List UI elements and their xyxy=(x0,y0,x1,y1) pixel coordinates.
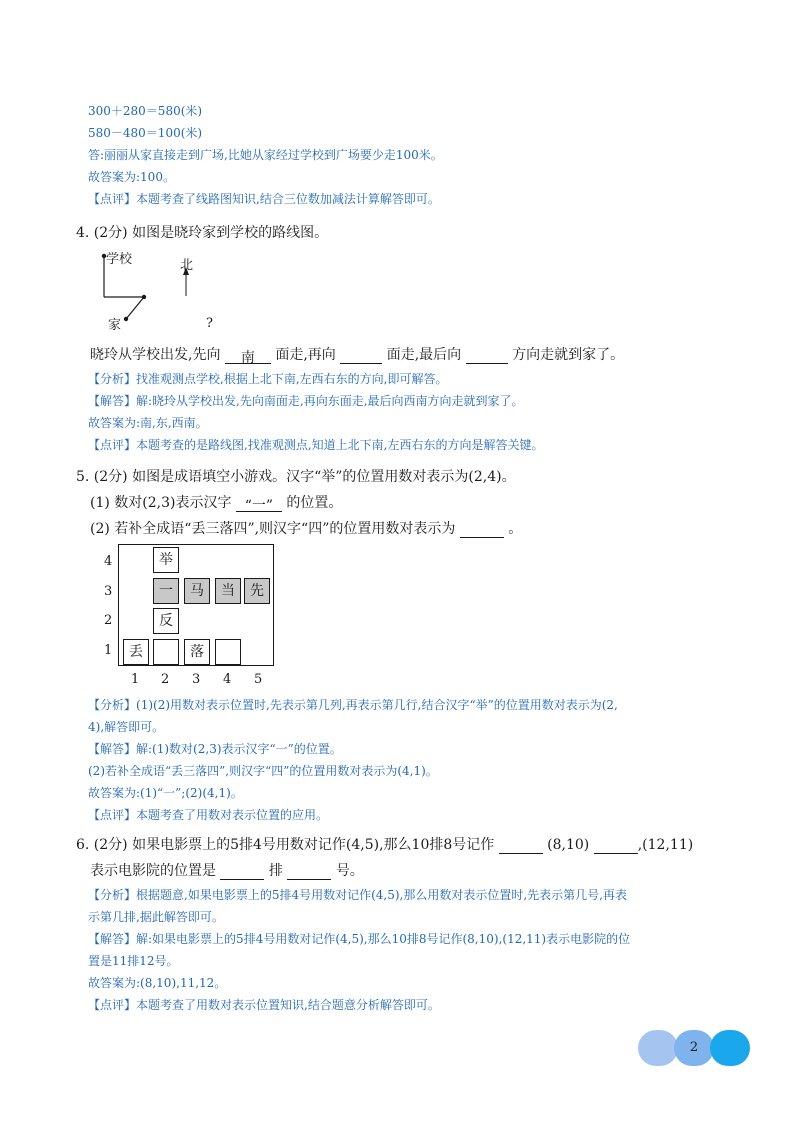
row-label-1: 1 xyxy=(104,643,113,658)
north-label: 北 xyxy=(180,258,194,273)
q5-analysis: 【分析】(1)(2)用数对表示位置时,先表示第几列,再表示第几行,结合汉字“举”的位置用数对表示为(2, xyxy=(88,698,618,712)
cell-ma: 马 xyxy=(184,578,210,604)
cell-dang: 当 xyxy=(215,578,241,604)
q6-stem-2: 表示电影院的位置是 排 号。 xyxy=(90,863,364,879)
q6-solution: 【解答】解:如果电影票上的5排4号用数对记作(4,5),那么10排8号记作(8,10),(12,11)表示电影院的位 xyxy=(88,932,631,946)
turn-point xyxy=(142,295,146,299)
q4-answer: 故答案为:南,东,西南。 xyxy=(88,416,208,430)
q6-stem: 6. (2分) 如果电影票上的5排4号用数对记作(4,5),那么10排8号记作 (8,10) ,(12,11) xyxy=(76,837,694,853)
q6-analysis: 【分析】根据题意,如果电影票上的5排4号用数对记作(4,5),那么用数对表示位置时,先表示第几号,再表 xyxy=(88,888,627,902)
page-number: 2 xyxy=(689,1040,699,1055)
q5-sub1: (1) 数对(2,3)表示汉字 “一” 的位置。 xyxy=(90,495,343,514)
row-label-3: 3 xyxy=(104,584,113,599)
q5-comment: 【点评】本题考查了用数对表示位置的应用。 xyxy=(88,808,329,822)
cell-empty-san xyxy=(153,639,179,665)
home-point xyxy=(124,317,128,321)
home-label: 家 xyxy=(108,318,122,333)
q5-blank-1: “一” xyxy=(236,495,282,512)
q6-comment: 【点评】本题考查了用数对表示位置知识,结合题意分析解答即可。 xyxy=(88,998,440,1012)
col-label-4: 4 xyxy=(223,672,232,687)
page-badge-left xyxy=(638,1030,678,1066)
q6-solution-cont: 置是11排12号。 xyxy=(88,954,179,968)
page-badge-right xyxy=(710,1030,750,1066)
q6-blank-1 xyxy=(499,837,543,854)
q4-solution: 【解答】解:晓玲从学校出发,先向南面走,再向东面走,最后向西南方向走就到家了。 xyxy=(88,394,524,408)
prev-line-2: 580－480＝100(米) xyxy=(88,126,203,140)
cell-xian: 先 xyxy=(244,578,270,604)
q6-blank-4 xyxy=(287,863,331,880)
col-label-5: 5 xyxy=(254,672,263,687)
q5-stem: 5. (2分) 如图是成语填空小游戏。汉字“举”的位置用数对表示为(2,4)。 xyxy=(76,469,516,485)
route-segment-southwest xyxy=(126,297,144,319)
q5-sub2: (2) 若补全成语“丢三落四”,则汉字“四”的位置用数对表示为 。 xyxy=(90,521,523,537)
q4-fill-line: 晓玲从学校出发,先向 南 面走,再向 面走,最后向 方向走就到家了。 xyxy=(90,347,625,366)
prev-line-4: 故答案为:100。 xyxy=(88,170,175,184)
row-label-2: 2 xyxy=(104,613,113,628)
q4-analysis: 【分析】找准观测点学校,根据上北下南,左西右东的方向,即可解答。 xyxy=(88,372,448,386)
q6-blank-3 xyxy=(220,863,264,880)
q5-solution-2: (2)若补全成语“丢三落四”,则汉字“四”的位置用数对表示为(4,1)。 xyxy=(88,764,438,778)
q5-answer: 故答案为:(1)“一”;(2)(4,1)。 xyxy=(88,786,243,800)
q5-analysis-cont: 4),解答即可。 xyxy=(88,720,165,734)
cell-empty-si xyxy=(215,639,241,665)
row-label-4: 4 xyxy=(104,554,113,569)
prev-line-3: 答:丽丽从家直接走到广场,比她从家经过学校到广场要少走100米。 xyxy=(88,148,443,162)
q4-blank-2 xyxy=(340,347,382,364)
q4-blank-3 xyxy=(466,347,508,364)
q5-solution: 【解答】解:(1)数对(2,3)表示汉字“一”的位置。 xyxy=(88,742,342,756)
cell-fan: 反 xyxy=(153,608,179,634)
col-label-3: 3 xyxy=(192,672,201,687)
question-mark: ? xyxy=(206,316,213,331)
cell-luo: 落 xyxy=(184,639,210,665)
cell-yi: 一 xyxy=(153,578,179,604)
q6-analysis-cont: 示第几排,据此解答即可。 xyxy=(88,910,224,924)
cell-diu: 丢 xyxy=(123,639,149,665)
cell-ju: 举 xyxy=(153,547,179,573)
q6-blank-2 xyxy=(594,837,638,854)
prev-comment: 【点评】本题考查了线路图知识,结合三位数加减法计算解答即可。 xyxy=(88,192,440,206)
school-label: 学校 xyxy=(106,252,133,267)
q5-blank-2 xyxy=(460,521,504,538)
col-label-2: 2 xyxy=(161,672,170,687)
q6-answer: 故答案为:(8,10),11,12。 xyxy=(88,976,227,990)
q4-comment: 【点评】本题考查的是路线图,找准观测点,知道上北下南,左西右东的方向是解答关键。 xyxy=(88,438,544,452)
q4-stem: 4. (2分) 如图是晓玲家到学校的路线图。 xyxy=(76,225,329,241)
q4-blank-1: 南 xyxy=(225,347,271,364)
col-label-1: 1 xyxy=(131,672,140,687)
prev-line-1: 300＋280＝580(米) xyxy=(88,104,203,118)
